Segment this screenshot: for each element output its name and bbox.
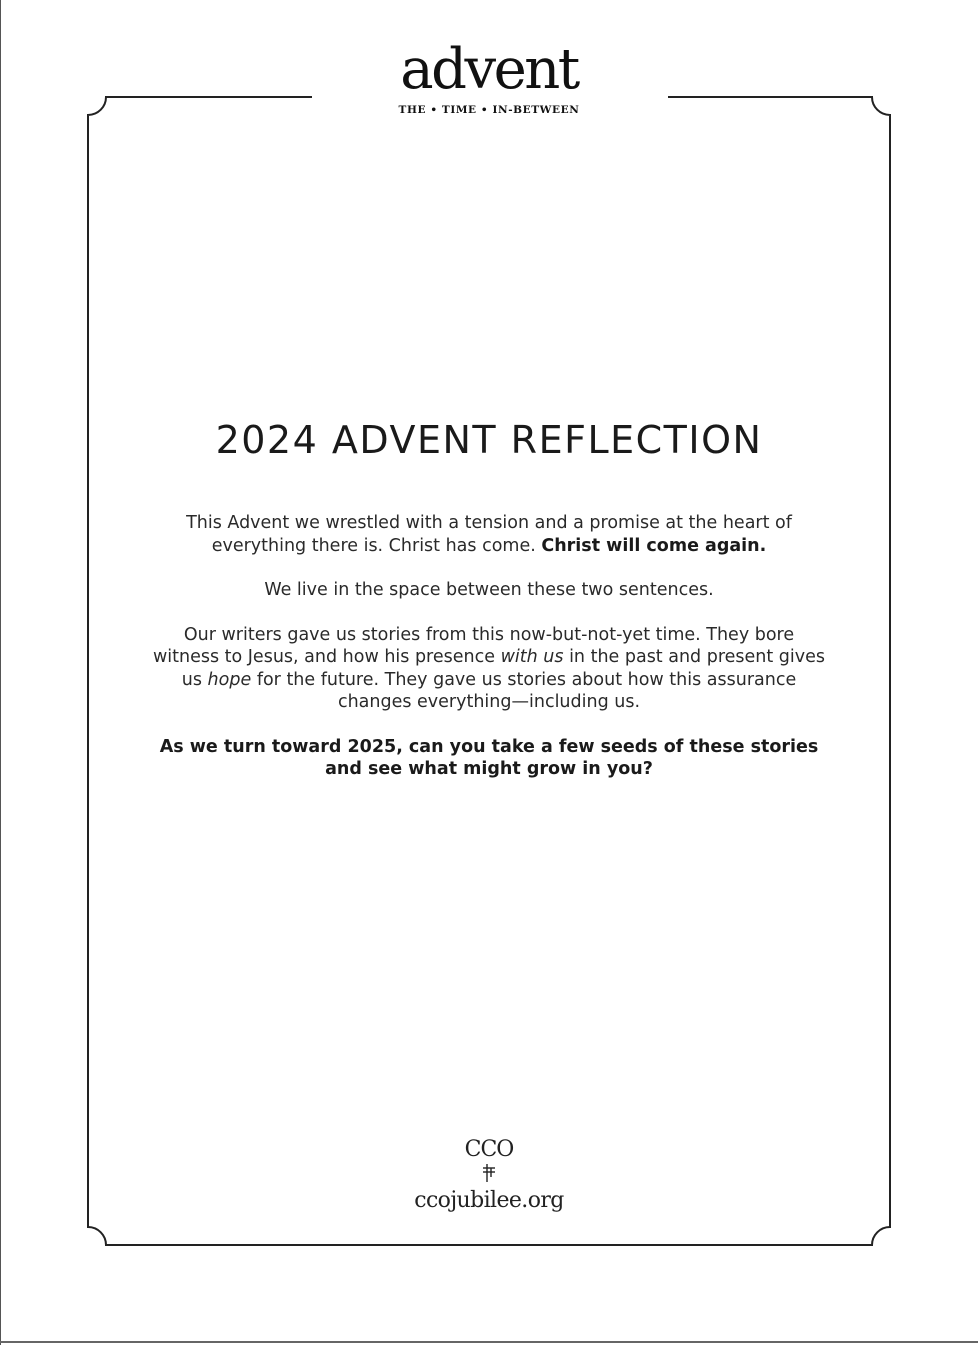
cross-icon bbox=[482, 1164, 496, 1182]
paragraph-writers bbox=[150, 624, 828, 714]
paragraph-space-between: We live in the space between these two sentences. bbox=[264, 580, 714, 600]
paragraph-writers-italic-hope: hope bbox=[207, 669, 252, 690]
cco-wordmark: CCO bbox=[464, 1137, 514, 1162]
paragraph-writers-italic-with-us: with us bbox=[500, 647, 564, 667]
closing-question: As we turn toward 2025, can you take a few seeds of these stories and see what might grow in you? bbox=[159, 736, 819, 779]
paragraph-tension-text: This Advent we wrestled with a tension and a promise at the heart of everything there is. Christ has come. bbox=[186, 513, 792, 556]
logo-wordmark: advent bbox=[400, 37, 578, 102]
paragraph-tension bbox=[150, 512, 828, 557]
reflection-body bbox=[150, 512, 828, 803]
paragraph-tension-bold: Christ will come again. bbox=[541, 535, 767, 556]
advent-logo bbox=[339, 37, 639, 116]
paragraph-writers-part2: in the past and present gives us bbox=[181, 647, 826, 690]
page-title: 2024 ADVENT REFLECTION bbox=[215, 418, 763, 462]
paragraph-writers-part3: for the future. They gave us stories about how this assurance changes everything—including us. bbox=[256, 669, 797, 712]
logo-tagline: THE • TIME • IN-BETWEEN bbox=[398, 104, 580, 116]
footer-url: ccojubilee.org bbox=[414, 1188, 564, 1213]
paragraph-writers-part1: Our writers gave us stories from this now-but-not-yet time. They bore witness to Jesus, and how his presence bbox=[152, 624, 795, 667]
cco-footer-logo bbox=[389, 1138, 589, 1214]
